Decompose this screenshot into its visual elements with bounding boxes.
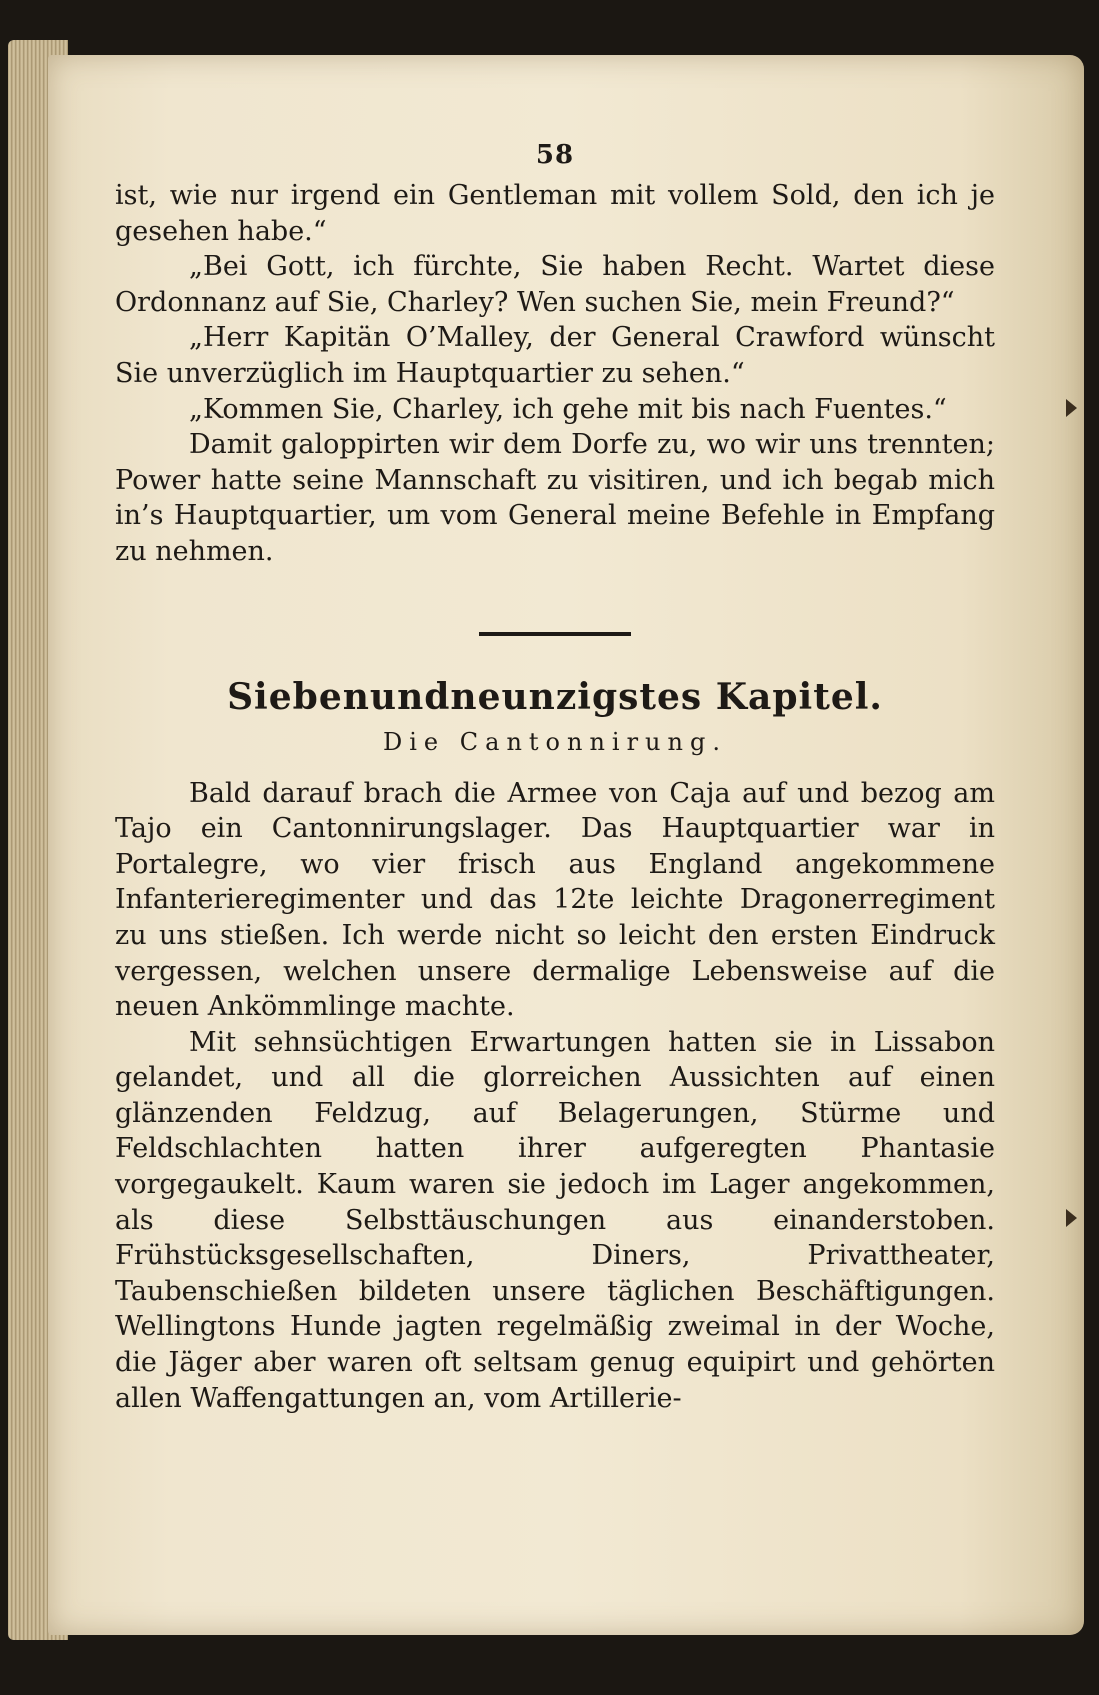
paragraph: Bald darauf brach die Armee von Caja auf und bezog am Tajo ein Cantonnirungslager. Das Hauptquartier war in Portalegre, wo vier frisch aus England angekommene Infanterieregimenter und das 12te leichte Dragonerregiment zu uns stießen. Ich werde nicht so leicht den ersten Eindruck vergessen, welchen unsere dermalige Lebensweise auf die neuen Ankömmlinge machte. (115, 777, 995, 1023)
paragraph: ist, wie nur irgend ein Gentleman mit vollem Sold, den ich je gesehen habe.“ (115, 180, 995, 247)
paragraph: Damit galoppirten wir dem Dorfe zu, wo wir uns trennten; Power hatte seine Mannschaft zu visitiren, und ich begab mich in’s Hauptquartier, um vom General meine Befehle in Empfang zu nehmen. (115, 429, 995, 567)
chapter-title: Siebenundneunzigstes Kapitel. (227, 675, 883, 718)
chapter-subtitle: Die Cantonnirung. (383, 727, 727, 756)
margin-arrow-icon (1066, 399, 1077, 417)
page-number: 58 (535, 140, 575, 170)
margin-arrow-icon (1066, 1209, 1077, 1227)
page-text (115, 140, 995, 1416)
paragraph: „Bei Gott, ich fürchte, Sie haben Recht. Wartet diese Ordonnanz auf Sie, Charley? Wen suchen Sie, mein Freund?“ (115, 251, 995, 318)
section-divider (479, 632, 631, 636)
paragraph: „Kommen Sie, Charley, ich gehe mit bis nach Fuentes.“ (189, 393, 947, 425)
paragraph: Mit sehnsüchtigen Erwartungen hatten sie in Lissabon gelandet, und all die glorreichen Aussichten auf einen glänzenden Feldzug, auf Belagerungen, Stürme und Feldschlachten hatten ihrer aufgeregten Phantasie vorgegaukelt. Kaum waren sie jedoch im Lager angekommen, als diese Selbsttäuschungen aus einanderstoben. Frühstücksgesellschaften, Diners, Privattheater, Taubenschießen bildeten unsere täglichen Beschäftigungen. Wellingtons Hunde jagten regelmäßig zweimal in der Woche, die Jäger aber waren oft seltsam genug equipirt und gehörten allen Waffengattungen an, vom Artillerie- (115, 1026, 995, 1414)
paragraph: „Herr Kapitän O’Malley, der General Crawford wünscht Sie unverzüglich im Hauptquartier zu sehen.“ (115, 322, 995, 389)
